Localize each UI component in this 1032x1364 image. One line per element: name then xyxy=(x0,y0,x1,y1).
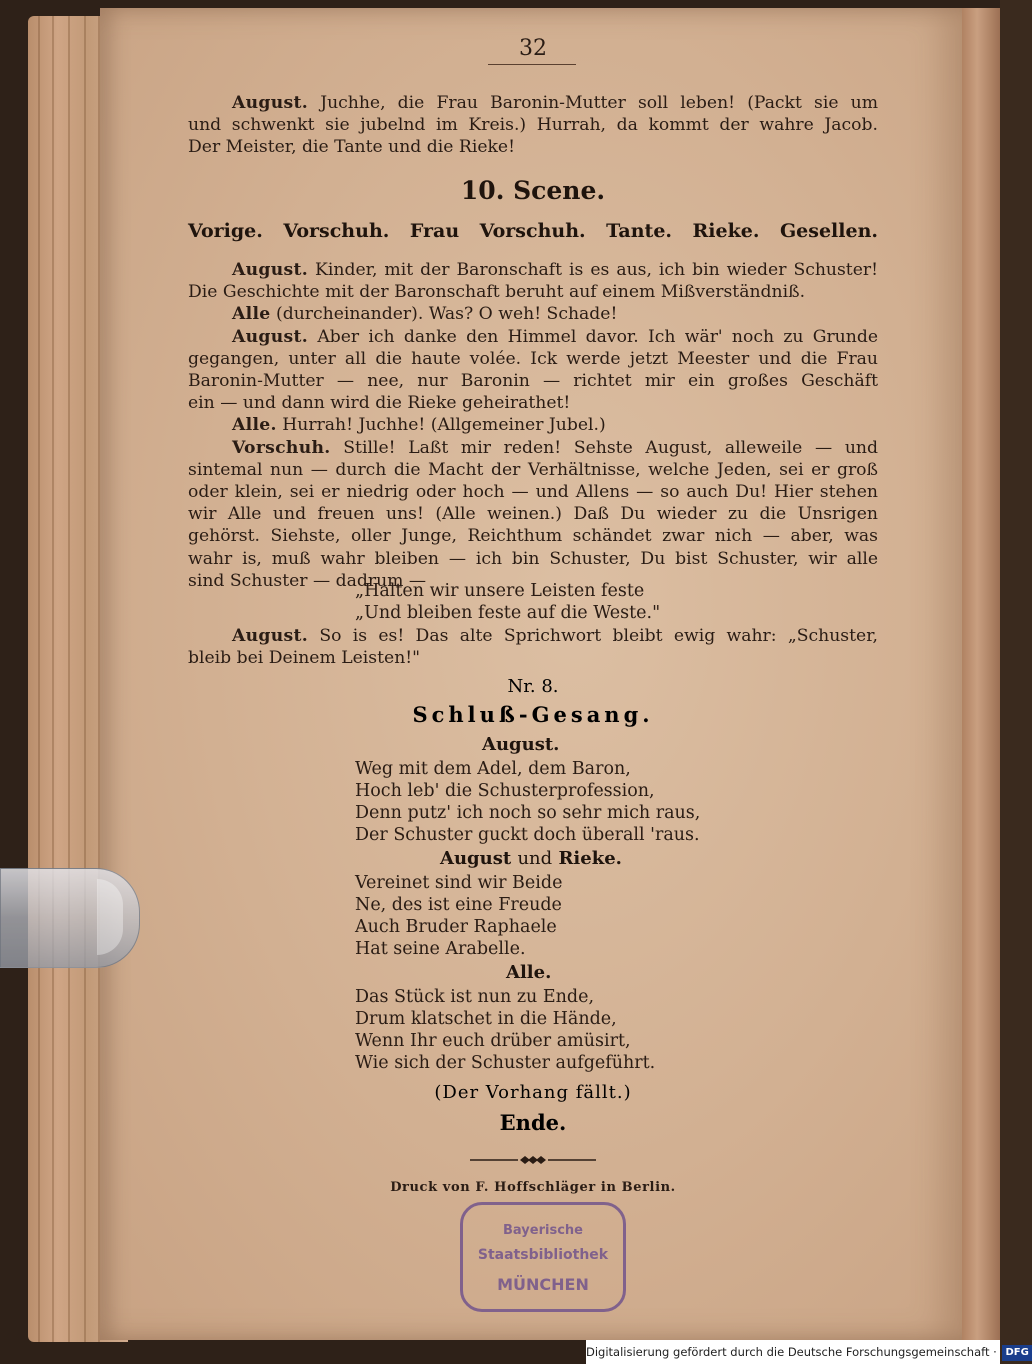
stamp-line: Bayerische xyxy=(503,1223,583,1238)
text-line: Hurrah! Juchhe! (Allgemeiner Jubel.) xyxy=(282,415,606,436)
text-line: Juchhe, die Frau Baronin-Mutter soll leben! (Packt sie um xyxy=(320,93,879,113)
speaker-name: August. xyxy=(232,326,309,347)
quote-line: „Und bleiben feste auf die Weste." xyxy=(355,603,661,623)
verse-heading: Alle. xyxy=(506,962,552,983)
scene-title: 10. Scene. xyxy=(460,176,606,205)
verse-line: Ne, des ist eine Freude xyxy=(355,895,562,915)
verse-1 xyxy=(355,758,755,846)
text-line: sintemal nun — durch die Macht der Verhältnisse, welche Jeden, sei er groß xyxy=(188,459,878,480)
dialogue-end-block xyxy=(188,625,878,669)
verse-line: Wenn Ihr euch drüber amüsirt, xyxy=(355,1031,631,1051)
text-line: (durcheinander). Was? O weh! Schade! xyxy=(276,304,618,325)
speaker-name: August. xyxy=(232,626,309,646)
text-line: Baronin-Mutter — nee, nur Baronin — richtet mir ein großes Geschäft xyxy=(188,371,878,392)
page-number-rule xyxy=(488,64,576,65)
speaker-name: Vorschuh. xyxy=(232,437,331,458)
verse-line: Wie sich der Schuster aufgeführt. xyxy=(355,1053,656,1073)
speaker-name: August. xyxy=(232,93,309,113)
text-line: Der Meister, die Tante und die Rieke! xyxy=(188,137,516,158)
song-title: Schluß-Gesang. xyxy=(412,702,654,727)
speaker-name: Alle. xyxy=(232,415,277,436)
verse-line: Das Stück ist nun zu Ende, xyxy=(355,987,595,1007)
stamp-line: Staatsbibliothek xyxy=(477,1247,609,1263)
text-line: Die Geschichte mit der Baronschaft beruht auf einem Mißverständniß. xyxy=(188,282,806,303)
verse-line: Der Schuster guckt doch überall 'raus. xyxy=(355,825,700,845)
verse-line: Denn putz' ich noch so sehr mich raus, xyxy=(355,803,701,823)
text-line: gehörst. Siehste, oller Junge, Reichthum schändet zwar nich — aber, was xyxy=(188,526,878,547)
ornament-divider-icon xyxy=(470,1154,596,1166)
verse-3 xyxy=(355,986,755,1074)
text-line: und schwenkt sie jubelnd im Kreis.) Hurrah, da kommt der wahre Jacob. xyxy=(188,115,878,136)
printer-imprint: Druck von F. Hoffschläger in Berlin. xyxy=(390,1180,676,1195)
end-mark: Ende. xyxy=(499,1110,567,1135)
verse-line: Hoch leb' die Schusterprofession, xyxy=(355,781,655,801)
stamp-line: MÜNCHEN xyxy=(497,1275,589,1294)
speaker-name: Alle xyxy=(232,304,271,325)
page-number: 32 xyxy=(519,36,547,61)
text-line: bleib bei Deinem Leisten!" xyxy=(188,648,421,669)
dfg-logo: DFG xyxy=(1002,1345,1031,1361)
verse-line: Drum klatschet in die Hände, xyxy=(355,1009,617,1029)
verse-line: Weg mit dem Adel, dem Baron, xyxy=(355,759,631,779)
page-clip xyxy=(0,868,140,968)
verse-heading: August. xyxy=(482,734,560,755)
library-stamp xyxy=(460,1202,626,1312)
text-line: ein — und dann wird die Rieke geheirathet! xyxy=(188,393,571,414)
book-page xyxy=(100,8,962,1340)
text-line: Stille! Laßt mir reden! Sehste August, alleweile — und xyxy=(343,437,878,458)
text-line: wir Alle und freuen uns! (Alle weinen.) Daß Du wieder zu die Unsrigen xyxy=(188,504,878,525)
text-line: Aber ich danke den Himmel davor. Ich wär' noch zu Grunde xyxy=(317,326,878,347)
quote-block xyxy=(355,580,775,624)
intro-block xyxy=(188,92,878,159)
song-number: Nr. 8. xyxy=(507,676,559,697)
verse-line: Vereinet sind wir Beide xyxy=(355,873,563,893)
verse-line: Auch Bruder Raphaele xyxy=(355,917,557,937)
text-line: So is es! Das alte Sprichwort bleibt ewig wahr: „Schuster, xyxy=(319,626,878,646)
verse-line: Hat seine Arabelle. xyxy=(355,939,526,959)
speaker-name: August xyxy=(440,848,512,869)
stage-direction: (Der Vorhang fällt.) xyxy=(434,1082,632,1103)
text-line: oder klein, sei er niedrig oder hoch — und Allens — so auch Du! Hier stehen xyxy=(188,482,878,503)
speaker-name: August. xyxy=(232,260,309,280)
book-right-edge xyxy=(962,8,1000,1340)
speaker-name: Rieke. xyxy=(558,848,622,869)
footer-credit xyxy=(586,1340,1029,1364)
text-line: Kinder, mit der Baronschaft is es aus, ich bin wieder Schuster! xyxy=(315,260,878,280)
text-line: sind Schuster — dadrum — xyxy=(188,570,427,591)
verse-2 xyxy=(355,872,755,960)
text-line: gegangen, unter all die haute volée. Ick werde jetzt Meester und die Frau xyxy=(188,348,878,369)
scene-cast: Vorige. Vorschuh. Frau Vorschuh. Tante. Rieke. Gesellen. xyxy=(188,220,878,242)
footer-text: Digitalisierung gefördert durch die Deutsche Forschungsgemeinschaft · xyxy=(586,1345,997,1359)
dialogue-block xyxy=(188,259,878,592)
quote-line: „Halten wir unsere Leisten feste xyxy=(355,581,645,601)
conjunction: und xyxy=(517,848,553,869)
verse-heading xyxy=(440,848,622,869)
text-line: wahr is, muß wahr bleiben — ich bin Schuster, Du bist Schuster, wir alle xyxy=(188,548,878,569)
